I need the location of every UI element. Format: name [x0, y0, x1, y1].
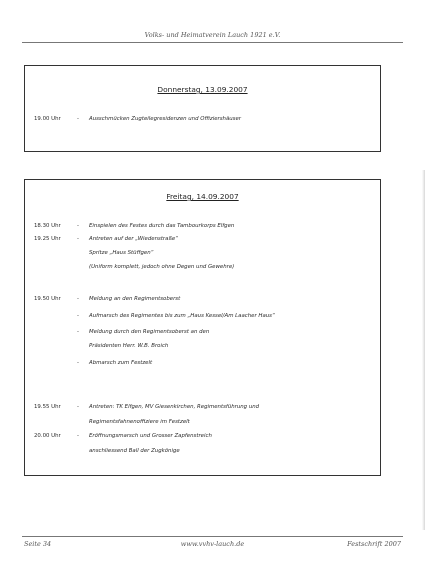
row-text: Eröffnungsmarsch und Grosser Zapfenstreich [89, 433, 212, 439]
row-dash: - [77, 116, 79, 122]
row-text: Einspielen des Festes durch das Tambourkorps Elfgen [89, 223, 235, 229]
footer-website: www.vvhv-lauch.de [180, 540, 245, 548]
row-dash: - [77, 404, 79, 410]
row-text: Abmarsch zum Festzelt [89, 360, 153, 366]
row-dash: - [77, 360, 79, 366]
thursday-title: Donnerstag, 13.09.2007 [157, 85, 248, 94]
row-time: 19.25 Uhr [34, 236, 61, 242]
row-dash: - [77, 329, 79, 335]
thursday-schedule-box [24, 65, 381, 152]
row-dash: - [77, 313, 79, 319]
row-text: Aufmarsch des Regimentes bis zum „Haus Kessel/Am Laacher Haus“ [89, 313, 275, 319]
row-time: 19.50 Uhr [34, 296, 61, 302]
row-time: 19.55 Uhr [34, 404, 61, 410]
row-text: Regimentsfahnenoffiziere im Festzelt [89, 419, 190, 425]
row-text: Antreten: TK Elfgen, MV Giesenkirchen, Regimentsführung und [89, 404, 260, 410]
row-text: Präsidenten Herr. W.B. Broich [89, 343, 169, 349]
row-text: Meldung durch den Regimentsoberst an den [89, 329, 210, 335]
row-text: Spritze „Haus Stüffgen“ [89, 250, 154, 256]
row-dash: - [77, 223, 79, 229]
header-divider [22, 42, 403, 43]
footer-publication: Festschrift 2007 [347, 540, 401, 548]
row-text: Ausschmücken Zugteilegresidenzen und Offiziershäuser [89, 116, 242, 122]
row-text: (Uniform komplett, jedoch ohne Degen und Gewehre) [89, 264, 235, 270]
footer-divider [22, 536, 403, 537]
row-time: 20.00 Uhr [34, 433, 61, 439]
row-text: anschliessend Ball der Zugkönige [89, 448, 180, 454]
page-header: Volks- und Heimatverein Lauch 1921 e.V. [144, 31, 281, 39]
row-text: Antreten auf der „Wiedenstraße“ [89, 236, 178, 242]
row-time: 19.00 Uhr [34, 116, 61, 122]
friday-schedule-box [24, 179, 381, 476]
friday-title: Freitag, 14.09.2007 [166, 192, 239, 201]
row-dash: - [77, 433, 79, 439]
row-text: Meldung an den Regimentsoberst [89, 296, 181, 302]
footer-page-number: Seite 34 [24, 540, 52, 548]
row-time: 18.30 Uhr [34, 223, 61, 229]
row-dash: - [77, 236, 79, 242]
row-dash: - [77, 296, 79, 302]
